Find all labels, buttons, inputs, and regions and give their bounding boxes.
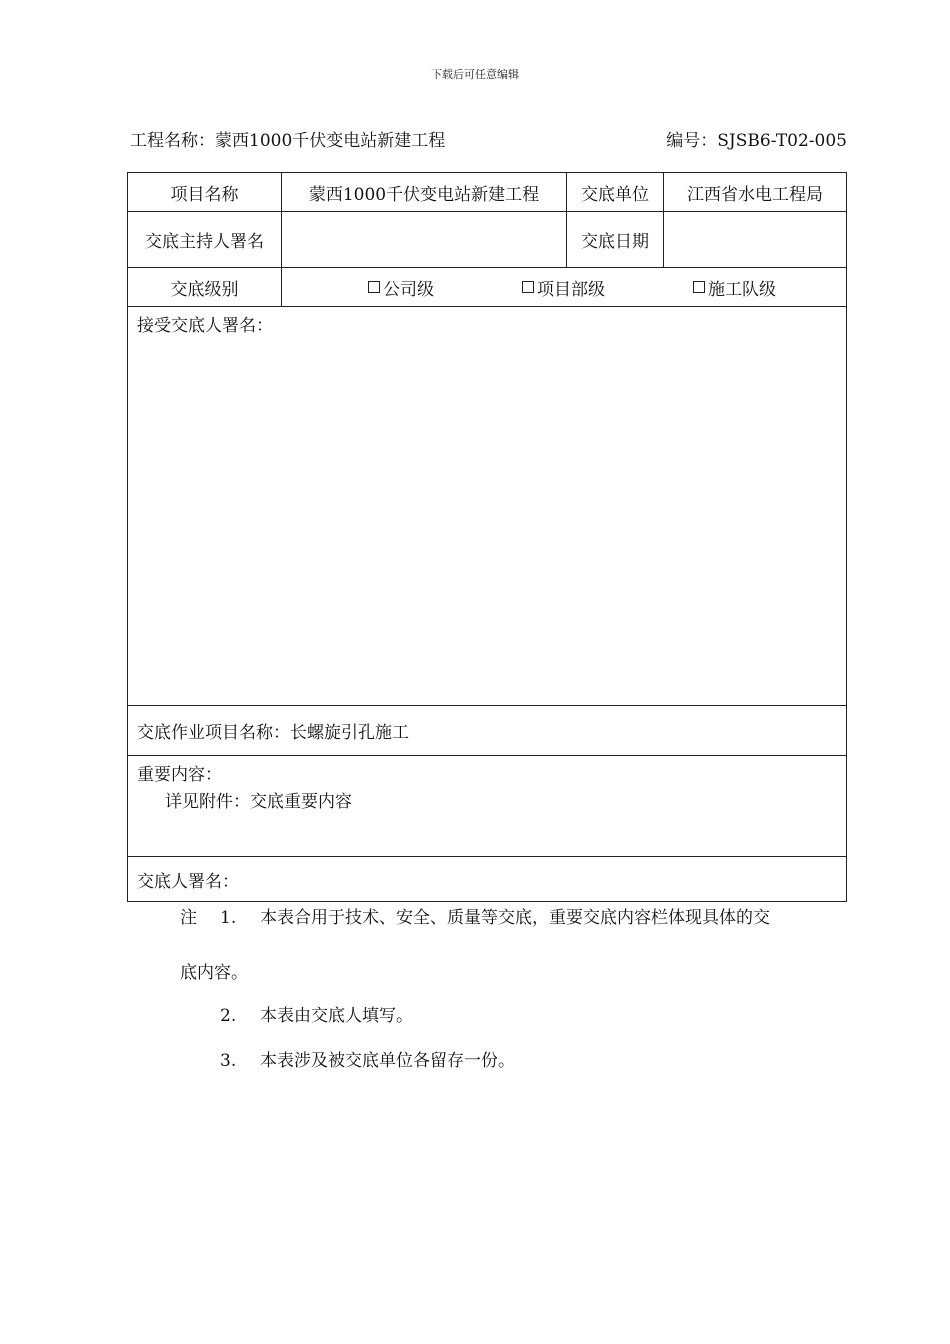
row-host <box>128 212 847 268</box>
note-text: 本表由交底人填写。 <box>260 1006 413 1026</box>
level-project-label: 项目部级 <box>537 279 605 300</box>
checkbox-icon[interactable] <box>693 281 705 293</box>
level-options <box>282 268 847 307</box>
content-label: 重要内容： <box>137 765 222 785</box>
top-note: 下载后可任意编辑 <box>431 68 519 81</box>
content-value: 详见附件：交底重要内容 <box>165 792 352 812</box>
receiver-label: 接受交底人署名： <box>137 316 273 336</box>
document-code: 编号：SJSB6-T02-005 <box>666 131 847 151</box>
checkbox-icon[interactable] <box>522 281 534 293</box>
date-field[interactable] <box>664 212 847 268</box>
unit-value: 江西省水电工程局 <box>664 173 847 212</box>
row-receiver <box>128 307 847 706</box>
note-number: 3. <box>220 1051 237 1071</box>
row-task <box>128 706 847 756</box>
level-company-option[interactable] <box>368 275 434 300</box>
project-title: 工程名称：蒙西1000千伏变电站新建工程 <box>130 131 446 151</box>
note-item-3 <box>220 1046 515 1071</box>
row-project <box>128 173 847 212</box>
host-signature-field[interactable] <box>282 212 567 268</box>
project-name-value: 蒙西1000千伏变电站新建工程 <box>282 173 567 212</box>
note-text-continued: 底内容。 <box>180 963 248 983</box>
task-name: 交底作业项目名称：长螺旋引孔施工 <box>128 706 847 756</box>
note-item-1 <box>180 903 770 928</box>
level-team-option[interactable] <box>693 275 776 300</box>
note-item-2 <box>220 1001 413 1026</box>
level-label: 交底级别 <box>128 268 282 307</box>
note-number: 2. <box>220 1006 237 1026</box>
date-label: 交底日期 <box>567 212 664 268</box>
note-number: 1. <box>220 908 237 928</box>
row-level <box>128 268 847 307</box>
checkbox-icon[interactable] <box>368 281 380 293</box>
signer-label[interactable]: 交底人署名： <box>128 857 847 902</box>
row-content <box>128 756 847 857</box>
level-team-label: 施工队级 <box>708 279 776 300</box>
note-item-1-continuation <box>180 958 248 983</box>
document-header <box>130 126 847 151</box>
note-text: 本表涉及被交底单位各留存一份。 <box>260 1051 515 1071</box>
receiver-signature-area[interactable] <box>128 307 847 706</box>
disclosure-form-table <box>127 172 847 902</box>
level-company-label: 公司级 <box>383 279 434 300</box>
unit-label: 交底单位 <box>567 173 664 212</box>
note-text: 本表合用于技术、安全、质量等交底，重要交底内容栏体现具体的交 <box>260 908 770 928</box>
note-prefix: 注 <box>180 908 197 928</box>
level-project-option[interactable] <box>522 275 605 300</box>
host-label: 交底主持人署名 <box>128 212 282 268</box>
row-signer <box>128 857 847 902</box>
project-name-label: 项目名称 <box>128 173 282 212</box>
content-area <box>128 756 847 857</box>
